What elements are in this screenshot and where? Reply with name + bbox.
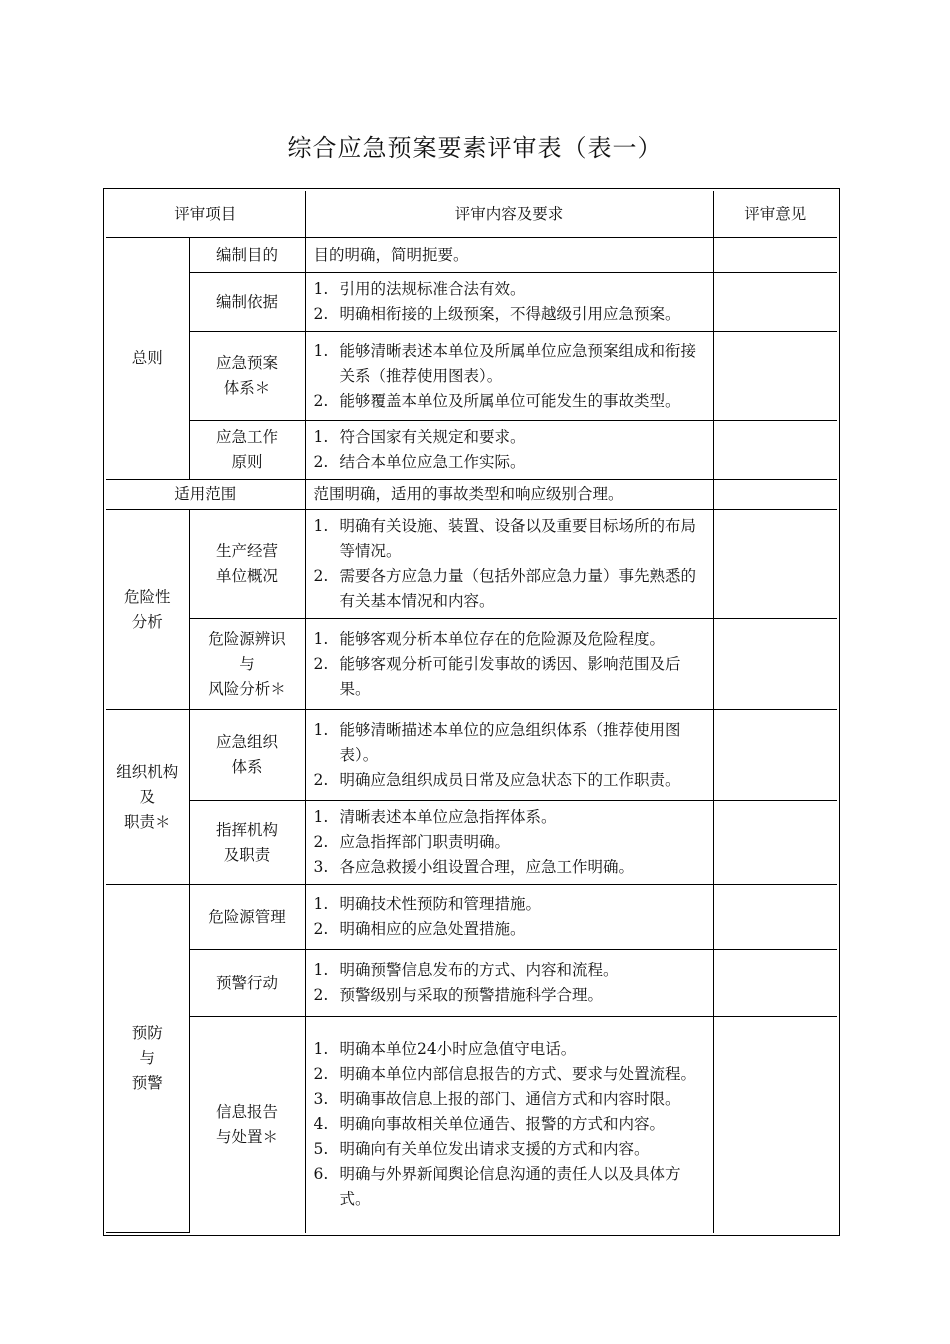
sub-item: 编制依据 <box>189 273 305 332</box>
sub-item: 指挥机构 及职责 <box>189 801 305 885</box>
opinion-cell[interactable] <box>713 238 837 273</box>
table-row <box>106 332 837 421</box>
opinion-cell[interactable] <box>713 421 837 480</box>
opinion-cell[interactable] <box>713 801 837 885</box>
requirement-list <box>305 801 713 885</box>
opinion-cell[interactable] <box>713 950 837 1017</box>
requirement-list <box>305 885 713 950</box>
table-row <box>106 510 837 619</box>
requirement-list <box>305 619 713 710</box>
table-row <box>106 801 837 885</box>
sub-item: 应急工作 原则 <box>189 421 305 480</box>
list-item: 2. 需要各方应急力量（包括外部应急力量）事先熟悉的有关基本情况和内容。 <box>313 567 697 610</box>
list-item: 1. 明确有关设施、装置、设备以及重要目标场所的布局等情况。 <box>313 517 697 560</box>
list-item: 1. 引用的法规标准合法有效。 <box>313 280 526 298</box>
list-item: 4. 明确向事故相关单位通告、报警的方式和内容。 <box>313 1115 666 1134</box>
section-general: 总则 <box>106 238 189 480</box>
list-item: 2. 结合本单位应急工作实际。 <box>313 453 526 471</box>
list-item: 2. 明确本单位内部信息报告的方式、要求与处置流程。 <box>313 1065 697 1084</box>
table-row <box>106 885 837 950</box>
requirement-list <box>305 421 713 480</box>
opinion-cell[interactable] <box>713 619 837 710</box>
header-opinion: 评审意见 <box>713 191 837 238</box>
requirement-list <box>305 950 713 1017</box>
list-item: 5. 明确向有关单位发出请求支援的方式和内容。 <box>313 1140 650 1159</box>
requirement-text: 范围明确，适用的事故类型和响应级别合理。 <box>305 480 713 510</box>
sub-item: 编制目的 <box>189 238 305 273</box>
table-row <box>106 480 837 510</box>
sub-item: 危险源管理 <box>189 885 305 950</box>
section-prevent: 预防 与 预警 <box>106 885 189 1233</box>
requirement-list <box>305 510 713 619</box>
sub-item: 应急预案 体系＊ <box>189 332 305 421</box>
list-item: 1. 能够客观分析本单位存在的危险源及危险程度。 <box>313 629 666 648</box>
section-org: 组织机构 及 职责＊ <box>106 710 189 885</box>
sub-item: 预警行动 <box>189 950 305 1017</box>
table-row <box>106 238 837 273</box>
opinion-cell[interactable] <box>713 510 837 619</box>
list-item: 1. 清晰表述本单位应急指挥体系。 <box>313 808 557 826</box>
requirement-list <box>305 1017 713 1233</box>
sub-item: 生产经营 单位概况 <box>189 510 305 619</box>
opinion-cell[interactable] <box>713 885 837 950</box>
opinion-cell[interactable] <box>713 273 837 332</box>
opinion-cell[interactable] <box>713 1017 837 1233</box>
list-item: 2. 预警级别与采取的预警措施科学合理。 <box>313 986 604 1004</box>
opinion-cell[interactable] <box>713 480 837 510</box>
table-row <box>106 950 837 1017</box>
header-item: 评审项目 <box>106 191 305 238</box>
review-table-frame <box>103 188 840 1236</box>
list-item: 1. 能够清晰表述本单位及所属单位应急预案组成和衔接关系（推荐使用图表）。 <box>313 341 697 385</box>
list-item: 2. 能够客观分析可能引发事故的诱因、影响范围及后果。 <box>313 654 681 698</box>
list-item: 1. 符合国家有关规定和要求。 <box>313 428 526 446</box>
review-table <box>106 191 837 1233</box>
opinion-cell[interactable] <box>713 710 837 801</box>
requirement-text: 目的明确，简明扼要。 <box>305 238 713 273</box>
list-item: 3. 明确事故信息上报的部门、通信方式和内容时限。 <box>313 1090 681 1109</box>
opinion-cell[interactable] <box>713 332 837 421</box>
list-item: 1. 明确本单位24小时应急值守电话。 <box>313 1040 577 1059</box>
table-row <box>106 710 837 801</box>
list-item: 2. 应急指挥部门职责明确。 <box>313 833 511 851</box>
header-content: 评审内容及要求 <box>305 191 713 238</box>
requirement-list <box>305 710 713 801</box>
table-row <box>106 273 837 332</box>
sub-item: 信息报告 与处置＊ <box>189 1017 305 1233</box>
section-hazard: 危险性 分析 <box>106 510 189 710</box>
table-row <box>106 1017 837 1233</box>
list-item: 2. 明确相应的应急处置措施。 <box>313 920 526 938</box>
list-item: 2. 能够覆盖本单位及所属单位可能发生的事故类型。 <box>313 391 681 410</box>
list-item: 1. 明确技术性预防和管理措施。 <box>313 895 542 913</box>
header-row <box>106 191 837 238</box>
table-row <box>106 421 837 480</box>
table-row <box>106 619 837 710</box>
sub-item: 应急组织 体系 <box>189 710 305 801</box>
requirement-list <box>305 332 713 421</box>
list-item: 6. 明确与外界新闻舆论信息沟通的责任人以及具体方式。 <box>313 1165 681 1209</box>
list-item: 2. 明确应急组织成员日常及应急状态下的工作职责。 <box>313 770 681 789</box>
list-item: 3. 各应急救援小组设置合理，应急工作明确。 <box>313 858 635 876</box>
list-item: 2. 明确相衔接的上级预案，不得越级引用应急预案。 <box>313 305 681 323</box>
list-item: 1. 明确预警信息发布的方式、内容和流程。 <box>313 961 619 979</box>
sub-item: 危险源辨识 与 风险分析＊ <box>189 619 305 710</box>
section-scope: 适用范围 <box>106 480 305 510</box>
page-title: 综合应急预案要素评审表（表一） <box>287 134 663 162</box>
list-item: 1. 能够清晰描述本单位的应急组织体系（推荐使用图表）。 <box>313 720 681 764</box>
requirement-list <box>305 273 713 332</box>
